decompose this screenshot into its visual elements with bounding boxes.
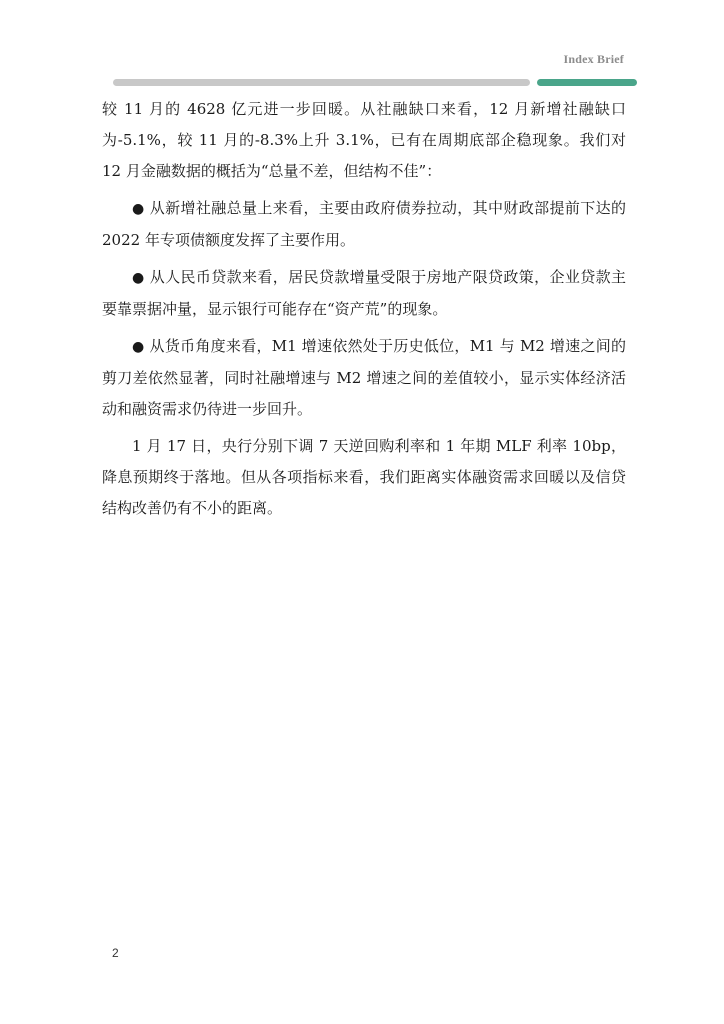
paragraph: 较 11 月的 4628 亿元进一步回暖。从社融缺口来看，12 月新增社融缺口为-5.1%，较 11 月的-8.3%上升 3.1%，已有在周期底部企稳现象。我们对 12 月金融数据的概括为“总量不差，但结构不佳”： xyxy=(102,100,626,180)
bullet-icon: ● xyxy=(132,270,145,286)
bullet-icon: ● xyxy=(132,201,145,217)
paragraph: 1 月 17 日，央行分别下调 7 天逆回购利率和 1 年期 MLF 利率 10bp，降息预期终于落地。但从各项指标来看，我们距离实体融资需求回暖以及信贷结构改善仍有不小的距离。 xyxy=(102,437,626,517)
bullet-icon: ● xyxy=(132,339,145,355)
header-label: Index Brief xyxy=(563,52,624,66)
bullet-text: 从新增社融总量上来看，主要由政府债券拉动，其中财政部提前下达的 2022 年专项债额度发挥了主要作用。 xyxy=(102,199,626,249)
document-body xyxy=(102,94,626,530)
bullet-paragraph xyxy=(102,331,626,425)
page-number: 2 xyxy=(112,946,119,960)
bullet-paragraph xyxy=(102,193,626,256)
bullet-paragraph xyxy=(102,262,626,325)
header-rule-gray xyxy=(113,79,530,86)
bullet-text: 从货币角度来看，M1 增速依然处于历史低位，M1 与 M2 增速之间的剪刀差依然显著，同时社融增速与 M2 增速之间的差值较小，显示实体经济活动和融资需求仍待进一步回升。 xyxy=(102,337,626,418)
header-rule-accent xyxy=(537,79,637,86)
bullet-text: 从人民币贷款来看，居民贷款增量受限于房地产限贷政策，企业贷款主要靠票据冲量，显示银行可能存在“资产荒”的现象。 xyxy=(102,268,626,318)
